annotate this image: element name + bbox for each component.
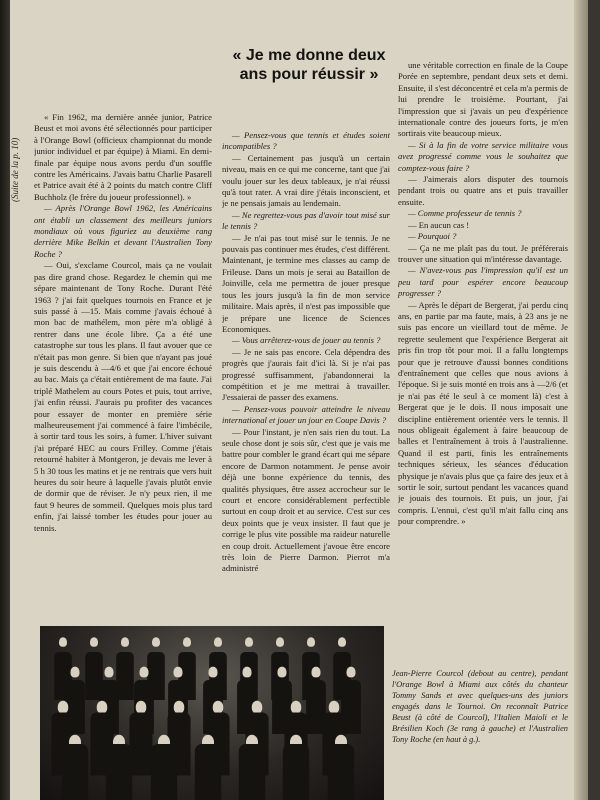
question-paragraph: — Comme professeur de tennis ? (408, 208, 522, 219)
person-head (329, 701, 340, 714)
person-head (307, 637, 315, 647)
person-head (71, 667, 80, 678)
person-head (276, 637, 284, 647)
person-head (208, 667, 217, 678)
person-head (135, 701, 146, 714)
person-head (346, 667, 355, 678)
person-head (59, 637, 67, 647)
person-head (139, 667, 148, 678)
question-paragraph: — Pensez-vous que tennis et études soient incompatibles ? (222, 130, 390, 152)
question-paragraph: — Pensez-vous pouvoir atteindre le niveau international et jouer un jour en Coupe Davis ? (222, 403, 390, 426)
person-head (243, 667, 252, 678)
question-paragraph: — Vous arrêterez-vous de jouer au tennis ? (232, 335, 381, 346)
person-head (214, 637, 222, 647)
text-column-1 (34, 112, 212, 620)
person-head (97, 701, 108, 714)
person-head (58, 701, 69, 714)
question-paragraph: — Après l'Orange Bowl 1962, les Américains ont établi un classement des meilleurs juniors mondiaux où vous figuriez au deuxième rang derrière Mike Belkin et devant l'Australien Tony Roche ? (34, 203, 212, 259)
question-paragraph: — Si à la fin de votre service militaire vous avez progressé comme vous le souhaitez que comptez-vous faire ? (398, 139, 568, 173)
person-head (338, 637, 346, 647)
question-paragraph: — N'avez-vous pas l'impression qu'il est un peu tard pour espérer encore beaucoup progresser ? (398, 265, 568, 299)
person-head (277, 667, 286, 678)
person-head (90, 637, 98, 647)
person-head (252, 701, 263, 714)
person-head (245, 637, 253, 647)
answer-paragraph: « Fin 1962, ma dernière année junior, Patrice Beust et moi avons été sélectionnés pour participer à l'Orange Bowl (officieux championnat du monde junior individuel et par équipe) à Miami. En demi-finale par équipe nous avons perdu d'un souffle contre les Américains. J'avais battu Charlie Pasarell et Patrice avait été à 2 points du match contre Cliff Buchholz (le frère du joueur professionnel). » (34, 112, 212, 202)
person-body (239, 744, 265, 800)
person-body (195, 744, 221, 800)
answer-paragraph: — Je ne sais pas encore. Cela dépendra des progrès que j'aurais fait d'ici là. Si je n'ai pas progressé suffisamment, j'abandonnerai la compétition et je me mettrai à travailler. J'essaierai de passer des examens. (222, 346, 390, 403)
photo-caption: Jean-Pierre Courcol (debout au centre), pendant l'Orange Bowl à Miami aux côtés du chanteur Tommy Sands et avec quelques-uns des juniors engagés dans le Tournoi. On reconnaît Patrice Beust (à côté de Courcol), l'Italien Maioli et le Brésilien Koch (3e rang à gauche) et l'Australien Tony Roche (en haut à g.). (392, 669, 568, 744)
answer-paragraph: — Après le départ de Bergerat, j'ai perdu cinq ans, en partie par ma faute, mais, à 23 ans je ne suis pas encore un vieillard tout de même. Je regrette seulement que l'expérience Bergerat ait pris fin trop tôt pour moi. Il a fallu longtemps pour que je retrouve d'aussi bonnes conditions d'entraînement que celles que nous avions à l'époque. Si je suis monté en trois ans à —2/6 (et je n'ai pas été le seul à ce moment là) c'est à Bergerat que je le dois. Il nous imposait une discipline entièrement orientée vers le tennis. Il nous obligeait également à faire beaucoup de balles et l'entraînement à trois à l'australienne. Quand il est parti, finis les entraînements techniques sérieux, les séances d'éducation physique je n'avais plus que ça faire des jeux et à sortir le soir, surtout pendant les vacances quand je jouais des tournois. Et puis, un jour, j'ai compris. L'ennui, c'est qu'il m'ait fallu cinq ans pour comprendre. » (398, 299, 568, 527)
person-head (121, 637, 129, 647)
magazine-page (10, 0, 588, 800)
person-body (129, 712, 152, 775)
answer-paragraph: — En aucun cas ! (408, 219, 470, 230)
page-shadow (0, 0, 10, 800)
person-body (328, 744, 354, 800)
page-spine (574, 0, 588, 800)
answer-paragraph: — Je n'ai pas tout misé sur le tennis. Je ne pouvais pas continuer mes études, c'est différent. Maintenant, je termine mes classes au camp de Frileuse. Dans un mois je serai au Bataillon de Joinville, cela me permettra de jouer presque tous les jours jusqu'à la fin de mon service militaire. Mais après, il n'est pas impossible que je prépare une licence de Sciences Economiques. (222, 232, 390, 334)
answer-paragraph: une véritable correction en finale de la Coupe Porée en septembre, pendant deux sets et demi. Ensuite, il s'est déconcentré et cela m'a permis de lui prendre le troisième. Pourtant, j'ai l'impression que si j'avais un peu d'expérience internationale contre des joueurs forts, je m'en sortirais vite beaucoup mieux. (398, 60, 568, 139)
person-body (150, 744, 176, 800)
answer-paragraph: — Oui, s'exclame Courcol, mais ça ne voulait pas dire grand chose. Regardez le chemin qui me sépare maintenant de Tony Roche. Durant l'été 1963 ? j'ai fait quelques tournois en France et je suis passé à —15. Mais comme j'avais échoué à mon bac de mathélem, mon père m'a obligé à rentrer dans une école libre. Ça a été une catastrophe sur tous les plans. Il faut avouer que ce n'était pas mon genre. Si bien que n'ayant pas joué je suis descendu à —4/6 et que j'ai encore échoué au bac. Mais ça c'était entièrement de ma faute. J'ai triplé Mathelem au cours Potes et puis, tout arrive, j'ai enfin réussi. J'aurais pu profiter des vacances pour essayer de monter en première série malheureusement j'ai commencé à faire l'imbécile, à sortir tard tous les soirs, à fumer. L'hiver suivant j'ai préparé HEC au cours Frilley. Comme j'étais retourné habiter à Montgeron, je devais me lever à 5 h 30 tous les matins et je ne rentrais que vers huit heures du soir heure à laquelle j'avais plutôt envie de dormir que de réviser. Je n'y peux rien, il me faut 9 heures de sommeil. Quelques mois plus tard enfin, j'ai laissé tomber les études pour jouer au tennis. (34, 260, 212, 533)
person-head (312, 667, 321, 678)
person-body (106, 744, 132, 800)
person-head (290, 701, 301, 714)
person-head (152, 637, 160, 647)
person-head (213, 701, 224, 714)
text-column-2 (222, 130, 390, 630)
person-body (283, 744, 309, 800)
answer-paragraph: — Pour l'instant, je n'en sais rien du tout. La seule chose dont je sois sûr, c'est que je vais me battre pour combler le grand écart qui me sépare encore de Darmon notamment. Je pense avoir déjà une bonne expérience du tennis, des qualités physiques, être assez accrocheur sur le court et encore considérablement perfectible surtout en coup droit et au service. C'est sur ces deux points que je veux insister. Il faut que je corrige le plus vite possible ma raideur naturelle en coup droit. Actuellement j'avoue être encore très loin de Pierre Darmon. Pierrot m'a administré (222, 426, 390, 574)
continuation-note: (Suite de la p. 10) (10, 137, 20, 203)
text-column-3 (398, 60, 568, 600)
person-head (183, 637, 191, 647)
answer-paragraph: — J'aimerais alors disputer des tournois pendant trois ou quatre ans et puis travailler ensuite. (398, 174, 568, 207)
group-photo (40, 626, 384, 800)
person-body (62, 744, 88, 800)
person-head (174, 701, 185, 714)
answer-paragraph: — Certainement pas jusqu'à un certain niveau, mais en ce qui me concerne, tant que j'ai voulu jouer sur les deux tableaux, je n'ai réussi qu'à tout rater. A vrai dire j'étais inconscient, et je ne pensais jamais au lendemain. (222, 152, 390, 209)
person-head (174, 667, 183, 678)
question-paragraph: — Ne regrettez-vous pas d'avoir tout misé sur le tennis ? (222, 209, 390, 232)
article-headline: « Je me donne deux ans pour réussir » (232, 47, 386, 83)
question-paragraph: — Pourquoi ? (408, 231, 457, 242)
person-head (105, 667, 114, 678)
answer-paragraph: — Ça ne me plaît pas du tout. Je préférerais trouver une situation qui m'intéresse davantage. (398, 242, 568, 264)
